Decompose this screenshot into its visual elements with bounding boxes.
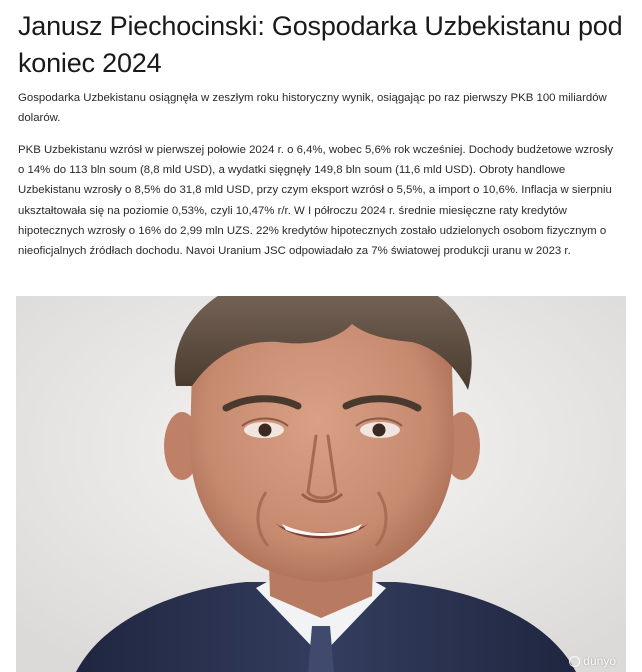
portrait-photo	[16, 296, 626, 672]
article-body-paragraph: PKB Uzbekistanu wzrósł w pierwszej połowie 2024 r. o 6,4%, wobec 5,6% rok wcześniej. Dochody budżetowe wzrosły o 14% do 113 bln soum (8,8 mld USD), a wydatki sięgnęły 149,8 bln soum (11,6 mld USD). Obroty handlowe Uzbekistanu wzrosły o 8,5% do 31,8 mld USD, przy czym eksport wzrósł o 5,5%, a import o 10,6%. Inflacja w sierpniu ukształtowała się na poziomie 0,53%, czyli 10,47% r/r. W I półroczu 2024 r. średnie miesięczne raty kredytów hipotecznych wzrosły o 16% do 2,99 mln UZS. 22% kredytów hipotecznych zostało udzielonych osobom fizycznym o nieoficjalnych źródłach dochodu. Navoi Uranium JSC odpowiadało za 7% światowej produkcji uranu w 2023 r.	[18, 144, 614, 258]
portrait-illustration	[16, 296, 626, 672]
watermark-text: dunyo	[583, 654, 616, 668]
article-title: Janusz Piechocinski: Gospodarka Uzbekistanu pod koniec 2024	[18, 11, 623, 78]
watermark-icon	[569, 656, 580, 667]
tie	[308, 626, 334, 672]
article-lead-paragraph: Gospodarka Uzbekistanu osiągnęła w zeszłym roku historyczny wynik, osiągając po raz pierwszy PKB 100 miliardów dolarów.	[18, 92, 607, 125]
watermark	[569, 654, 616, 668]
